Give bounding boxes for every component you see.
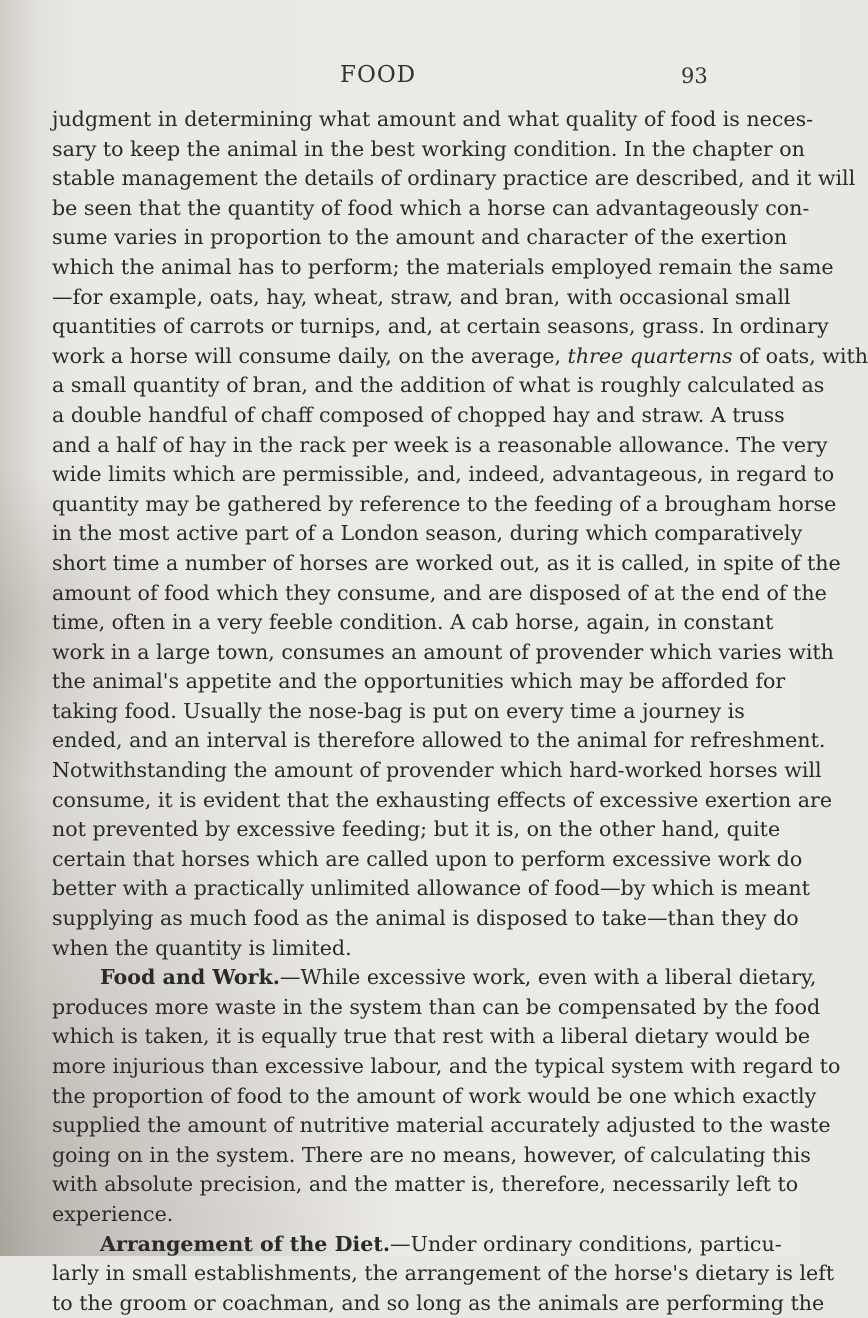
- text-line: be seen that the quantity of food which a horse can advantageously con-: [52, 195, 810, 220]
- text-line: [52, 963, 817, 993]
- text-line: going on in the system. There are no means, however, of calculating this: [52, 1142, 811, 1167]
- text-segment: —Under ordinary conditions, particu-: [390, 1231, 782, 1256]
- text-line: supplied the amount of nutritive material accurately adjusted to the waste: [52, 1113, 831, 1138]
- text-line: sume varies in proportion to the amount and character of the exertion: [52, 225, 788, 250]
- text-line: stable management the details of ordinary practice are described, and it will: [52, 166, 856, 191]
- text-line: experience.: [52, 1201, 174, 1226]
- text-line: judgment in determining what amount and what quality of food is neces-: [52, 107, 814, 131]
- text-line: with absolute precision, and the matter is, therefore, necessarily left to: [52, 1172, 799, 1197]
- paragraph-arrangement-of-diet: [52, 1230, 835, 1318]
- text-line: certain that horses which are called upon to perform excessive work do: [52, 846, 803, 871]
- text-line: the proportion of food to the amount of work would be one which exactly: [52, 1083, 817, 1108]
- text-line: a small quantity of bran, and the addition of what is roughly calculated as: [52, 373, 825, 398]
- text-line: —for example, oats, hay, wheat, straw, and bran, with occasional small: [52, 284, 791, 309]
- body-text: [52, 105, 868, 1318]
- section-heading: Food and Work.: [100, 965, 280, 990]
- text-line: the animal's appetite and the opportunities which may be afforded for: [52, 669, 786, 694]
- text-segment: of oats, with: [732, 343, 868, 368]
- text-line: Notwithstanding the amount of provender which hard-worked horses will: [52, 758, 822, 783]
- text-line: not prevented by excessive feeding; but it is, on the other hand, quite: [52, 817, 781, 842]
- text-line: produces more waste in the system than can be compensated by the food: [52, 994, 821, 1019]
- text-line: more injurious than excessive labour, and the typical system with regard to: [52, 1054, 841, 1078]
- text-line: short time a number of horses are worked out, as it is called, in spite of the: [52, 550, 841, 575]
- text-line: and a half of hay in the rack per week is a reasonable allowance. The very: [52, 432, 828, 457]
- text-line: supplying as much food as the animal is disposed to take—than they do: [52, 906, 799, 931]
- paragraph-food-and-work: [52, 963, 841, 1229]
- text-line: to the groom or coachman, and so long as the animals are performing the: [52, 1290, 825, 1315]
- text-line: consume, it is evident that the exhausting effects of excessive exertion are: [52, 787, 833, 812]
- text-line: wide limits which are permissible, and, indeed, advantageous, in regard to: [52, 462, 835, 487]
- chapter-title: FOOD: [340, 62, 417, 88]
- text-line: amount of food which they consume, and are disposed of at the end of the: [52, 580, 827, 605]
- text-line: quantities of carrots or turnips, and, at certain seasons, grass. In ordinary: [52, 314, 829, 339]
- text-line: time, often in a very feeble condition. A cab horse, again, in constant: [52, 610, 774, 635]
- text-line: taking food. Usually the nose-bag is put on every time a journey is: [52, 698, 745, 723]
- text-line: [52, 1230, 782, 1260]
- italic-phrase: three quarterns: [567, 343, 733, 368]
- text-line: which is taken, it is equally true that rest with a liberal dietary would be: [52, 1024, 811, 1049]
- text-line: a double handful of chaff composed of chopped hay and straw. A truss: [52, 402, 785, 427]
- text-segment: work a horse will consume daily, on the average,: [52, 343, 568, 368]
- text-segment: —While excessive work, even with a liberal dietary,: [279, 965, 817, 990]
- text-line: quantity may be gathered by reference to the feeding of a brougham horse: [52, 491, 837, 516]
- text-line: in the most active part of a London season, during which comparatively: [52, 521, 803, 546]
- running-head: [0, 62, 800, 92]
- text-line: which the animal has to perform; the materials employed remain the same: [52, 254, 834, 279]
- text-line: sary to keep the animal in the best working condition. In the chapter on: [52, 136, 805, 161]
- text-line: ended, and an interval is therefore allowed to the animal for refreshment.: [52, 728, 826, 753]
- section-heading: Arrangement of the Diet.: [100, 1231, 391, 1256]
- text-line: [52, 342, 868, 372]
- page-number: 93: [681, 64, 708, 88]
- text-line: when the quantity is limited.: [52, 935, 352, 960]
- text-line: larly in small establishments, the arrangement of the horse's dietary is left: [52, 1261, 835, 1286]
- paragraph-1: [52, 105, 868, 963]
- text-line: work in a large town, consumes an amount of provender which varies with: [52, 639, 834, 664]
- text-line: better with a practically unlimited allowance of food—by which is meant: [52, 876, 810, 901]
